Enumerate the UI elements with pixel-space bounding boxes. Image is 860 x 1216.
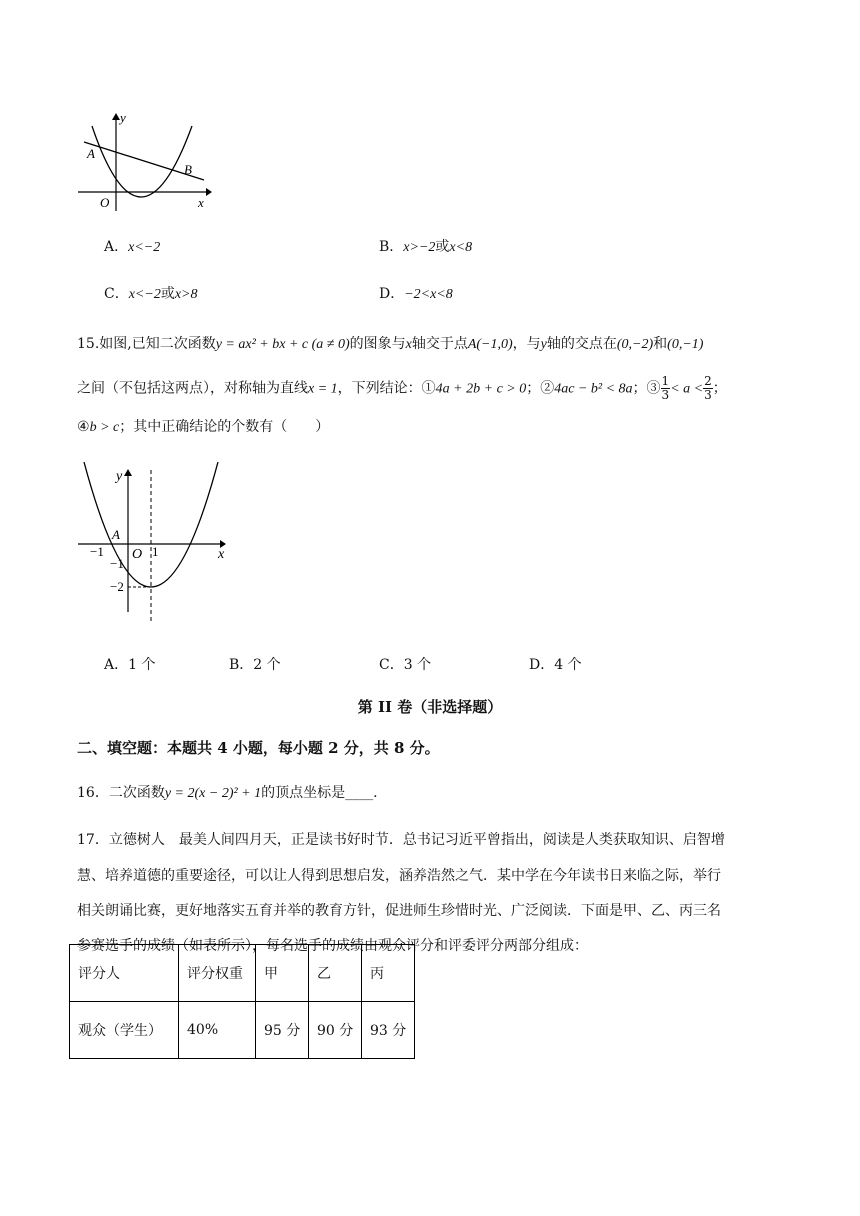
q14-graph [70, 108, 220, 213]
table-cell: 95 分 [256, 1002, 309, 1059]
q15-graph [74, 462, 234, 624]
table-header-cell: 乙 [309, 945, 362, 1002]
q15-conclusion-3: < a < [670, 381, 704, 397]
q15-text: ，与 [512, 336, 541, 352]
q15-text: ；③ [632, 380, 661, 397]
q14-option-b[interactable] [379, 236, 472, 256]
q15-line-1 [77, 333, 703, 353]
table-header-cell: 甲 [256, 945, 309, 1002]
table-cell: 90 分 [309, 1002, 362, 1059]
table-cell: 40% [179, 1002, 256, 1059]
q16-text: 的顶点坐标是 [261, 785, 346, 801]
q14-x-arrow [206, 188, 212, 196]
q14-option-d[interactable] [379, 283, 453, 303]
q14-option-c[interactable] [104, 283, 198, 303]
table-header-cell: 丙 [362, 945, 415, 1002]
q15-text: ； [712, 380, 727, 397]
q17-line-2: 慧、培养道德的重要途径，可以让人得到思想启发，涵养浩然之气．某中学在今年读书日来临之际，举行 [77, 868, 721, 884]
table-cell: 93 分 [362, 1002, 415, 1059]
q14-label-a: A [87, 146, 95, 161]
q15-tick-neg1: −1 [90, 544, 104, 559]
table-header-row [70, 945, 415, 1002]
q15-text: ，下列结论：① [337, 380, 436, 397]
q14-option-a[interactable] [104, 236, 160, 256]
q15-tick-1: 1 [152, 544, 159, 559]
q14-y-arrow [112, 113, 120, 120]
q15-y-arrow [124, 469, 132, 476]
q15-option-b[interactable]: B．2 个 [229, 657, 281, 673]
q14-label-o: O [100, 195, 110, 210]
q14-option-a-text: x<−2 [128, 240, 161, 255]
q15-text: ④ [77, 419, 90, 435]
q15-option-d[interactable]: D．4 个 [529, 657, 582, 673]
q15-point-2: (0,−1) [667, 337, 704, 352]
q14-label-y: y [120, 110, 126, 125]
q16-number: 16． [77, 785, 109, 801]
q15-text: 的图象与 [349, 336, 406, 352]
q14-option-b-label: B． [379, 239, 404, 255]
q15-text: 轴交于点 [411, 336, 468, 352]
q14-option-d-label: D． [379, 286, 405, 302]
q15-text: 之间（不包括这两点），对称轴为直线 [77, 380, 308, 397]
q14-option-d-text: −2<x<8 [404, 287, 453, 302]
q16-line [77, 782, 378, 802]
table-header-cell: 评分权重 [179, 945, 256, 1002]
q16-blank[interactable]: ____ [345, 785, 374, 801]
q15-label-a: A [112, 527, 120, 542]
q15-x-var: x [405, 337, 412, 352]
q14-parabola [92, 126, 192, 197]
q15-frac-2 [703, 375, 713, 402]
q17-line-1 [77, 829, 725, 849]
q15-text: 轴的交点在 [546, 336, 617, 352]
table-cell: 观众（学生） [70, 1002, 179, 1059]
q15-option-c[interactable]: C．3 个 [379, 657, 432, 673]
q15-label-y: y [116, 469, 123, 484]
section-heading: 二、填空题：本题共 4 小题，每小题 2 分，共 8 分。 [77, 739, 440, 757]
q15-option-a[interactable]: A．1 个 [104, 657, 156, 673]
q15-number: 15. [77, 336, 100, 352]
q15-conclusion-4: b > c [89, 420, 120, 435]
q14-option-b-text2: x<8 [449, 240, 473, 255]
table-header-cell: 评分人 [70, 945, 179, 1002]
q15-function: y = ax² + bx + c (a ≠ 0) [215, 337, 350, 352]
q16-text: . [373, 785, 378, 801]
q15-text: ；其中正确结论的个数有（ ） [119, 419, 330, 435]
q14-option-a-label: A． [104, 239, 129, 255]
q15-conclusion-2: 4ac − b² < 8a [554, 381, 633, 397]
q15-frac-2-den: 3 [704, 388, 712, 402]
q15-frac-1-den: 3 [661, 388, 670, 402]
q14-option-c-or: 或 [160, 286, 175, 302]
q16-function: y = 2(x − 2)² + 1 [164, 786, 262, 801]
q15-frac-1 [661, 375, 671, 402]
q17-line-3: 相关朗诵比赛，更好地落实五育并举的教育方针，促进师生珍惜时光、广泛阅读．下面是甲、乙、丙三名 [77, 903, 721, 919]
q14-option-c-text2: x>8 [174, 287, 198, 302]
q15-y-var: y [540, 337, 547, 352]
q15-frac-1-num: 1 [661, 374, 670, 388]
q15-label-o: O [132, 547, 143, 562]
q17-text: 立德树人 最美人间四月天，正是读书好时节．总书记习近平曾指出，阅读是人类获取知识、启智增 [108, 832, 725, 848]
q15-text: 如图,已知二次函数 [99, 336, 216, 352]
q15-text: 和 [653, 336, 668, 352]
q15-line-3 [77, 416, 329, 436]
q15-point-a: A(−1,0) [467, 337, 513, 352]
q14-option-b-text1: x>−2 [403, 240, 436, 255]
q15-text: ；② [526, 380, 555, 397]
q15-conclusion-1: 4a + 2b + c > 0 [435, 381, 527, 397]
score-table [69, 944, 415, 1059]
q15-label-x: x [218, 547, 225, 562]
q14-option-c-label: C． [104, 286, 129, 302]
q14-label-b: B [184, 162, 192, 177]
q15-axis-eq: x = 1 [308, 381, 338, 397]
q15-tick-y-neg2: −2 [110, 579, 124, 594]
q14-option-b-or: 或 [435, 239, 450, 255]
q15-tick-y-neg1: −1 [110, 556, 124, 571]
q16-text: 二次函数 [108, 785, 165, 801]
q14-label-x: x [198, 195, 204, 210]
q15-frac-2-num: 2 [704, 374, 712, 388]
q17-number: 17． [77, 832, 109, 848]
q14-option-c-text1: x<−2 [128, 287, 161, 302]
q15-point-1: (0,−2) [616, 337, 654, 352]
q15-line-2 [77, 375, 727, 402]
table-row [70, 1002, 415, 1059]
volume-title: 第 II 卷（非选择题） [357, 698, 503, 716]
q17-line-4: 参赛选手的成绩（如表所示），每名选手的成绩由观众评分和评委评分两部分组成： [77, 938, 588, 954]
